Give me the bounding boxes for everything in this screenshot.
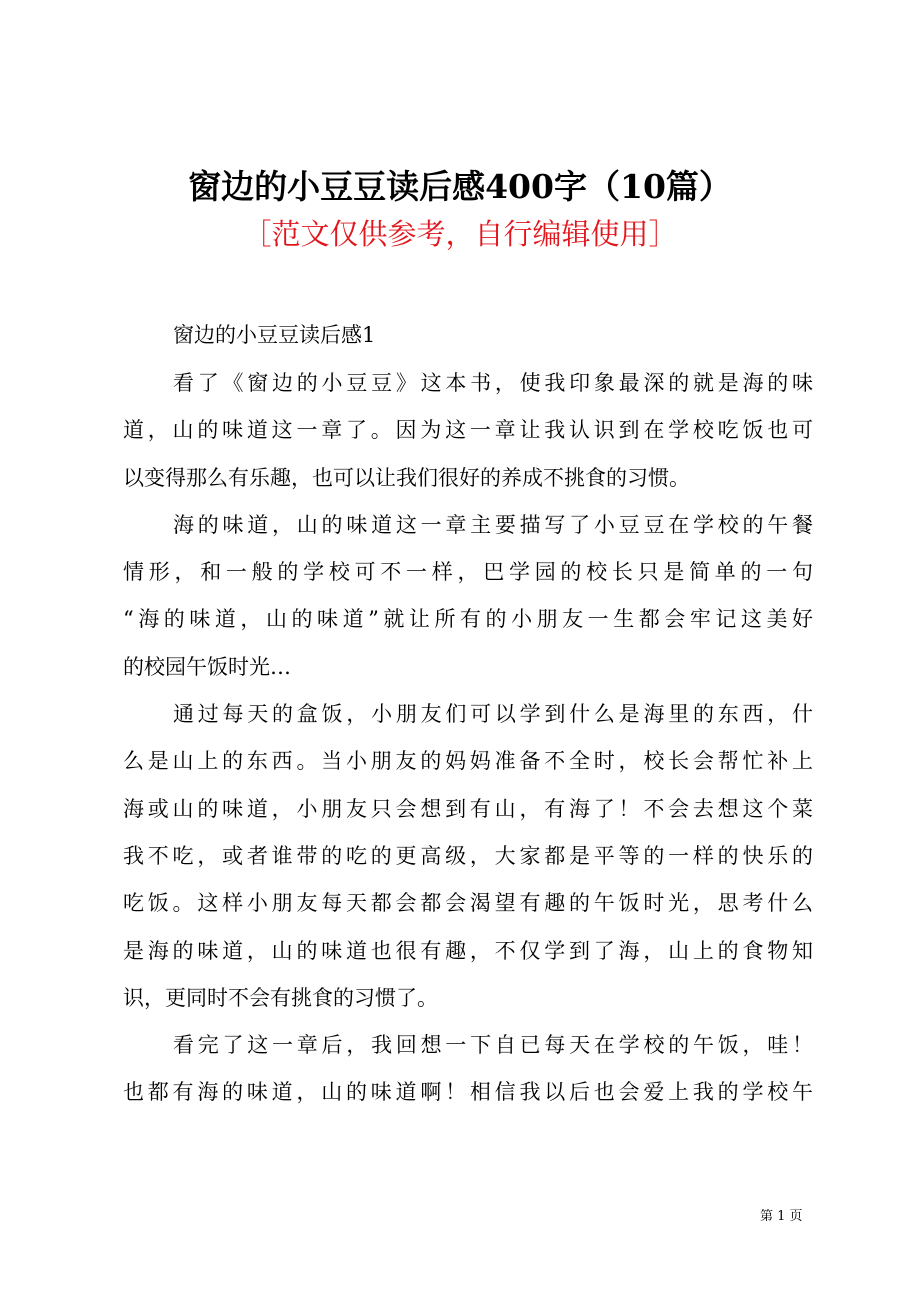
document-body xyxy=(123,320,813,1125)
document-subtitle: ［范文仅供参考，自行编辑使用］ xyxy=(242,217,678,251)
paragraph-2 xyxy=(123,510,813,682)
paragraph-line: 海或山的味道，小朋友只会想到有山，有海了！不会去想这个菜 xyxy=(123,796,813,821)
paragraph-line: 是海的味道，山的味道也很有趣，不仅学到了海，山上的食物知 xyxy=(123,938,813,963)
paragraph-line: 也都有海的味道，山的味道啊！相信我以后也会爱上我的学校午 xyxy=(123,1080,813,1105)
paragraph-line: 通过每天的盒饭，小朋友们可以学到什么是海里的东西，什 xyxy=(173,702,813,727)
paragraph-line: 以变得那么有乐趣，也可以让我们很好的养成不挑食的习惯。 xyxy=(123,465,690,490)
paragraph-line: 情形，和一般的学校可不一样，巴学园的校长只是简单的一句 xyxy=(123,560,813,585)
paragraph-3 xyxy=(123,699,813,1013)
paragraph-4 xyxy=(123,1030,813,1107)
paragraph-line: 我不吃，或者谁带的吃的更高级，大家都是平等的一样的快乐的 xyxy=(123,843,813,868)
paragraph-line: 的校园午饭时光… xyxy=(123,654,291,679)
paragraph-line: 看了《窗边的小豆豆》这本书，使我印象最深的就是海的味 xyxy=(173,371,813,395)
paragraph-line: 吃饭。这样小朋友每天都会都会渴望有趣的午饭时光，思考什么 xyxy=(123,891,813,916)
paragraph-line: 么是山上的东西。当小朋友的妈妈准备不全时，校长会帮忙补上 xyxy=(123,749,813,774)
paragraph-1 xyxy=(123,368,813,493)
paragraph-line: 看完了这一章后，我回想一下自已每天在学校的午饭，哇！ xyxy=(173,1033,813,1058)
page-number: 第 1 页 xyxy=(760,1209,803,1224)
section-heading: 窗边的小豆豆读后感1 xyxy=(173,323,376,347)
paragraph-line: 识，更同时不会有挑食的习惯了。 xyxy=(123,985,438,1010)
paragraph-line: “海的味道，山的味道”就让所有的小朋友一生都会牢记这美好 xyxy=(123,607,813,632)
document-title: 窗边的小豆豆读后感400字（10篇） xyxy=(188,167,732,206)
paragraph-line: 海的味道，山的味道这一章主要描写了小豆豆在学校的午餐 xyxy=(173,512,813,537)
paragraph-line: 道，山的味道这一章了。因为这一章让我认识到在学校吃饭也可 xyxy=(123,418,813,443)
